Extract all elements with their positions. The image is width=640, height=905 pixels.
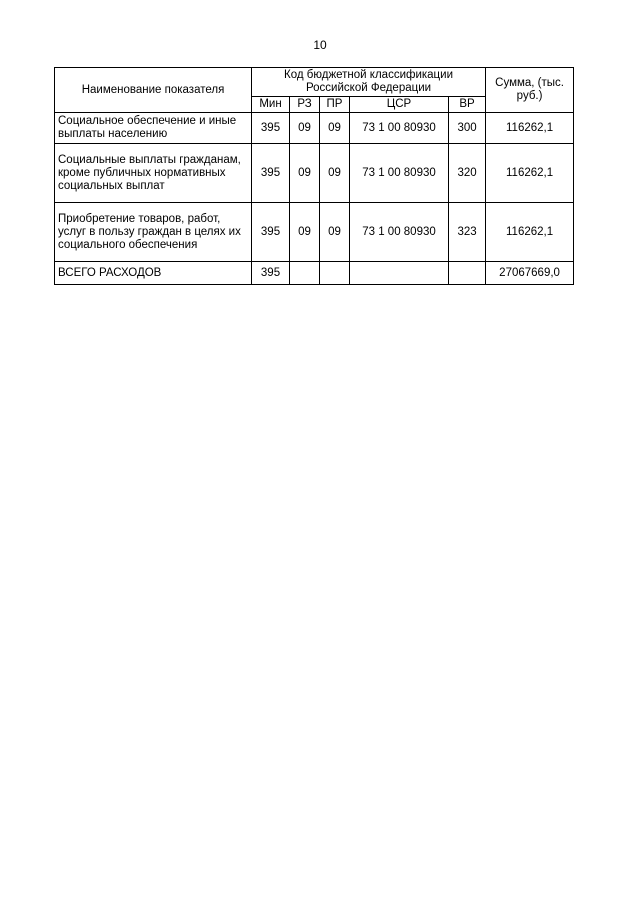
row-rz: 09 <box>290 144 320 203</box>
header-pr: ПР <box>320 97 350 113</box>
header-csr: ЦСР <box>350 97 449 113</box>
row-vr: 323 <box>449 203 486 262</box>
header-sum: Сумма, (тыс. руб.) <box>486 68 574 113</box>
row-name: Социальное обеспечение и иные выплаты населению <box>55 113 252 144</box>
page-number: 10 <box>313 38 327 52</box>
row-csr: 73 1 00 80930 <box>350 144 449 203</box>
row-min: 395 <box>252 203 290 262</box>
header-vr: ВР <box>449 97 486 113</box>
row-vr: 320 <box>449 144 486 203</box>
header-min: Мин <box>252 97 290 113</box>
total-min: 395 <box>252 262 290 285</box>
total-sum: 27067669,0 <box>486 262 574 285</box>
total-row <box>55 262 574 285</box>
total-pr <box>320 262 350 285</box>
row-min: 395 <box>252 144 290 203</box>
row-pr: 09 <box>320 113 350 144</box>
row-name: Социальные выплаты гражданам, кроме публичных нормативных социальных выплат <box>55 144 252 203</box>
row-pr: 09 <box>320 144 350 203</box>
total-rz <box>290 262 320 285</box>
row-sum: 116262,1 <box>486 203 574 262</box>
row-sum: 116262,1 <box>486 113 574 144</box>
row-vr: 300 <box>449 113 486 144</box>
row-pr: 09 <box>320 203 350 262</box>
row-csr: 73 1 00 80930 <box>350 203 449 262</box>
total-vr <box>449 262 486 285</box>
total-name: ВСЕГО РАСХОДОВ <box>55 262 252 285</box>
row-sum: 116262,1 <box>486 144 574 203</box>
header-code-group: Код бюджетной классификации Российской Федерации <box>252 68 486 97</box>
header-row <box>55 68 574 97</box>
header-name: Наименование показателя <box>55 68 252 113</box>
row-min: 395 <box>252 113 290 144</box>
row-rz: 09 <box>290 203 320 262</box>
table-row <box>55 144 574 203</box>
row-rz: 09 <box>290 113 320 144</box>
row-name: Приобретение товаров, работ, услуг в пользу граждан в целях их социального обеспечения <box>55 203 252 262</box>
row-csr: 73 1 00 80930 <box>350 113 449 144</box>
budget-table <box>54 67 574 285</box>
total-csr <box>350 262 449 285</box>
header-rz: РЗ <box>290 97 320 113</box>
table-row <box>55 203 574 262</box>
table-row <box>55 113 574 144</box>
